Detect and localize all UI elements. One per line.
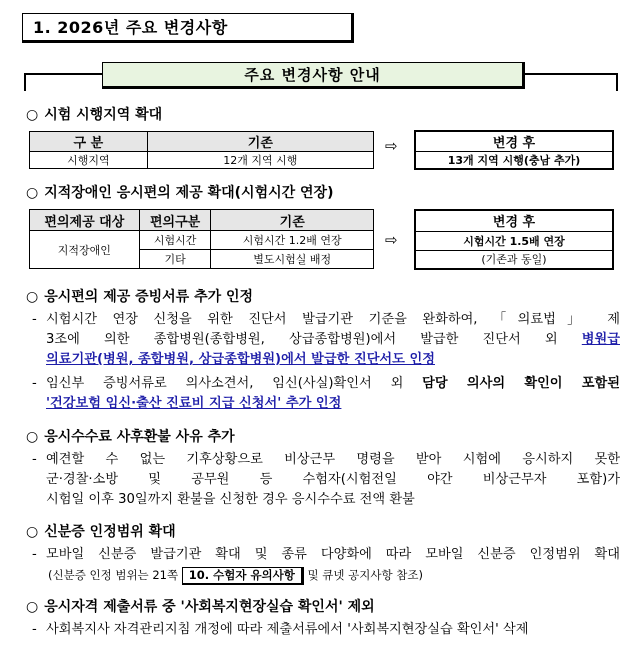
- section-title: 1. 2026년 주요 변경사항: [22, 13, 354, 43]
- cell-target: 지적장애인: [30, 231, 140, 269]
- cell-type: 기타: [139, 250, 211, 269]
- cell-after: (기존과 동일): [415, 250, 613, 269]
- paragraph-id-card: [32, 545, 620, 585]
- text-line: [46, 350, 620, 370]
- heading-text: 지적장애인 응시편의 제공 확대(시험시간 연장): [44, 185, 334, 201]
- frame-border-left: [24, 73, 26, 91]
- bullet-icon: ○: [26, 429, 39, 445]
- heading-text: 응시편의 제공 증빙서류 추가 인정: [44, 289, 254, 305]
- dash-icon: -: [32, 622, 37, 637]
- highlight-text: '건강보험 임신·출산 진료비 지급 신청서' 추가 인정: [46, 396, 342, 411]
- bullet-icon: ○: [26, 289, 39, 305]
- cell-type: 시험시간: [139, 231, 211, 250]
- frame-border-top-right: [525, 73, 618, 75]
- heading-refund: [26, 426, 235, 446]
- text-line: 시험일 이후 30일까지 환불을 신청한 경우 응시수수료 전액 환불: [46, 492, 415, 507]
- text-line: 사회복지사 자격관리지침 개정에 따라 제출서류에서 '사회복지현장실습 확인서' 삭제: [46, 622, 529, 637]
- paragraph-qualification: [32, 620, 620, 640]
- text-line: 3조에 의한 종합병원(종합병원, 상급종합병원)에서 발급한 진단서 외 병원급: [46, 332, 620, 347]
- dash-icon: -: [32, 547, 37, 562]
- cell-current: 12개 지역 시행: [147, 152, 373, 169]
- text-line: 시험시간 연장 신청을 위한 진단서 발급기관 기준을 완화하여, 「의료법」 제: [46, 312, 620, 327]
- frame-border-top-left: [24, 73, 102, 75]
- heading-text: 신분증 인정범위 확대: [44, 524, 176, 540]
- bullet-icon: ○: [26, 185, 39, 201]
- text-line: 임신부 증빙서류로 의사소견서, 임신(사실)확인서 외 담당 의사의 확인이 포함된: [46, 376, 620, 391]
- heading-id-card: [26, 521, 176, 541]
- dash-icon: -: [32, 376, 37, 391]
- paragraph-diagnosis: [32, 310, 620, 370]
- highlight-text: 의료기관(병원, 종합병원, 상급종합병원)에서 발급한 진단서도 인정: [46, 352, 435, 367]
- bullet-icon: ○: [26, 599, 39, 615]
- col-current: 기존: [211, 210, 374, 231]
- frame-border-right: [616, 73, 618, 91]
- heading-text: 응시자격 제출서류 중 '사회복지현장실습 확인서' 제외: [44, 599, 375, 615]
- heading-text: 시험 시행지역 확대: [44, 107, 163, 123]
- heading-text: 응시수수료 사후환불 사유 추가: [44, 429, 235, 445]
- heading-qualification: [26, 596, 375, 616]
- col-target: 편의제공 대상: [30, 210, 140, 231]
- bullet-icon: ○: [26, 107, 39, 123]
- cell-category: 시행지역: [30, 152, 148, 169]
- arrow-icon: ⇨: [385, 231, 398, 249]
- cell-after: 13개 지역 시행(충남 추가): [415, 152, 613, 170]
- col-after: 변경 후: [415, 131, 613, 152]
- cell-current: 별도시험실 배정: [211, 250, 374, 269]
- heading-test-region: [26, 104, 162, 124]
- col-type: 편의구분: [139, 210, 211, 231]
- arrow-icon: ⇨: [385, 137, 398, 155]
- cell-after: 시험시간 1.5배 연장: [415, 231, 613, 250]
- cell-current: 시험시간 1.2배 연장: [211, 231, 374, 250]
- heading-proof-documents: [26, 286, 253, 306]
- dash-icon: -: [32, 452, 37, 467]
- heading-disability: [26, 182, 333, 202]
- text-line: [46, 394, 620, 414]
- reference-link[interactable]: 10. 수험자 유의사항: [182, 567, 304, 585]
- text-line: 모바일 신분증 발급기관 확대 및 종류 다양화에 따라 모바일 신분증 인정범위 확대: [46, 547, 620, 562]
- note-line: (신분증 인정 범위는 21쪽 10. 수험자 유의사항 및 큐넷 공지사항 참조): [46, 565, 620, 585]
- text-line: 군·경찰·소방 및 공무원 등 수험자(시험전일 야간 비상근무자 포함)가: [46, 472, 620, 487]
- bullet-icon: ○: [26, 524, 39, 540]
- text-line: 예견할 수 없는 기후상황으로 비상근무 명령을 받아 시험에 응시하지 못한: [46, 452, 620, 467]
- table-region-current: [29, 131, 374, 169]
- bold-text: 담당 의사의 확인이 포함된: [422, 376, 620, 391]
- table-accommodation-current: [29, 209, 374, 269]
- col-current: 기존: [147, 132, 373, 152]
- table-accommodation-after: [414, 209, 614, 270]
- highlight-text: 병원급: [581, 332, 620, 347]
- paragraph-pregnancy: [32, 374, 620, 414]
- box-title: 주요 변경사항 안내: [102, 62, 525, 89]
- col-category: 구 분: [30, 132, 148, 152]
- col-after: 변경 후: [415, 210, 613, 231]
- dash-icon: -: [32, 312, 37, 327]
- table-region-after: [414, 130, 614, 170]
- paragraph-refund: [32, 450, 620, 510]
